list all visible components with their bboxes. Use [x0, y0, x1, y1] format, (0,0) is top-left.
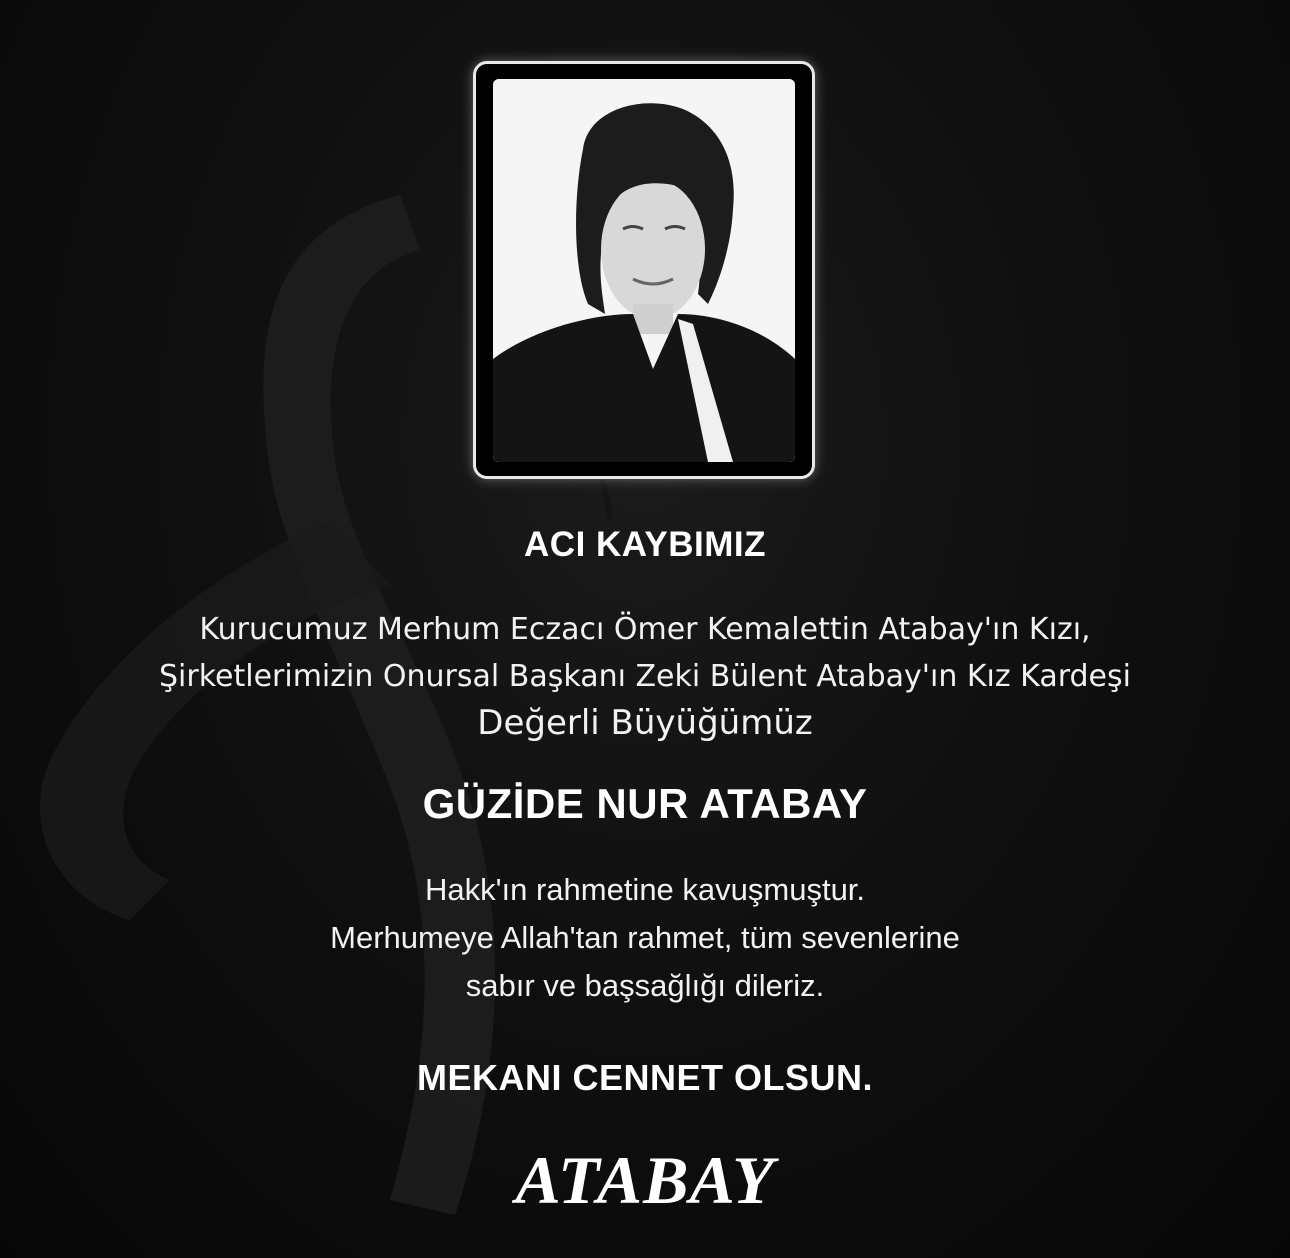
announcement-heading: ACI KAYBIMIZ [524, 525, 766, 564]
portrait-photo [493, 79, 795, 462]
intro-text [0, 606, 1290, 747]
condolence-message [0, 866, 1290, 1010]
intro-line: Değerli Büyüğümüz [477, 703, 813, 743]
intro-line: Kurucumuz Merhum Eczacı Ömer Kemalettin Atabay'ın Kızı, [199, 612, 1091, 647]
intro-line: Şirketlerimizin Onursal Başkanı Zeki Bülent Atabay'ın Kız Kardeşi [159, 659, 1131, 694]
message-line: Merhumeye Allah'tan rahmet, tüm sevenlerine [330, 920, 960, 955]
brand-logo: ATABAY [515, 1142, 775, 1218]
deceased-name: GÜZİDE NUR ATABAY [422, 780, 868, 827]
closing-text: MEKANI CENNET OLSUN. [416, 1057, 873, 1098]
portrait-frame [473, 61, 815, 479]
message-line: sabır ve başsağlığı dileriz. [465, 968, 825, 1003]
message-line: Hakk'ın rahmetine kavuşmuştur. [424, 872, 866, 907]
